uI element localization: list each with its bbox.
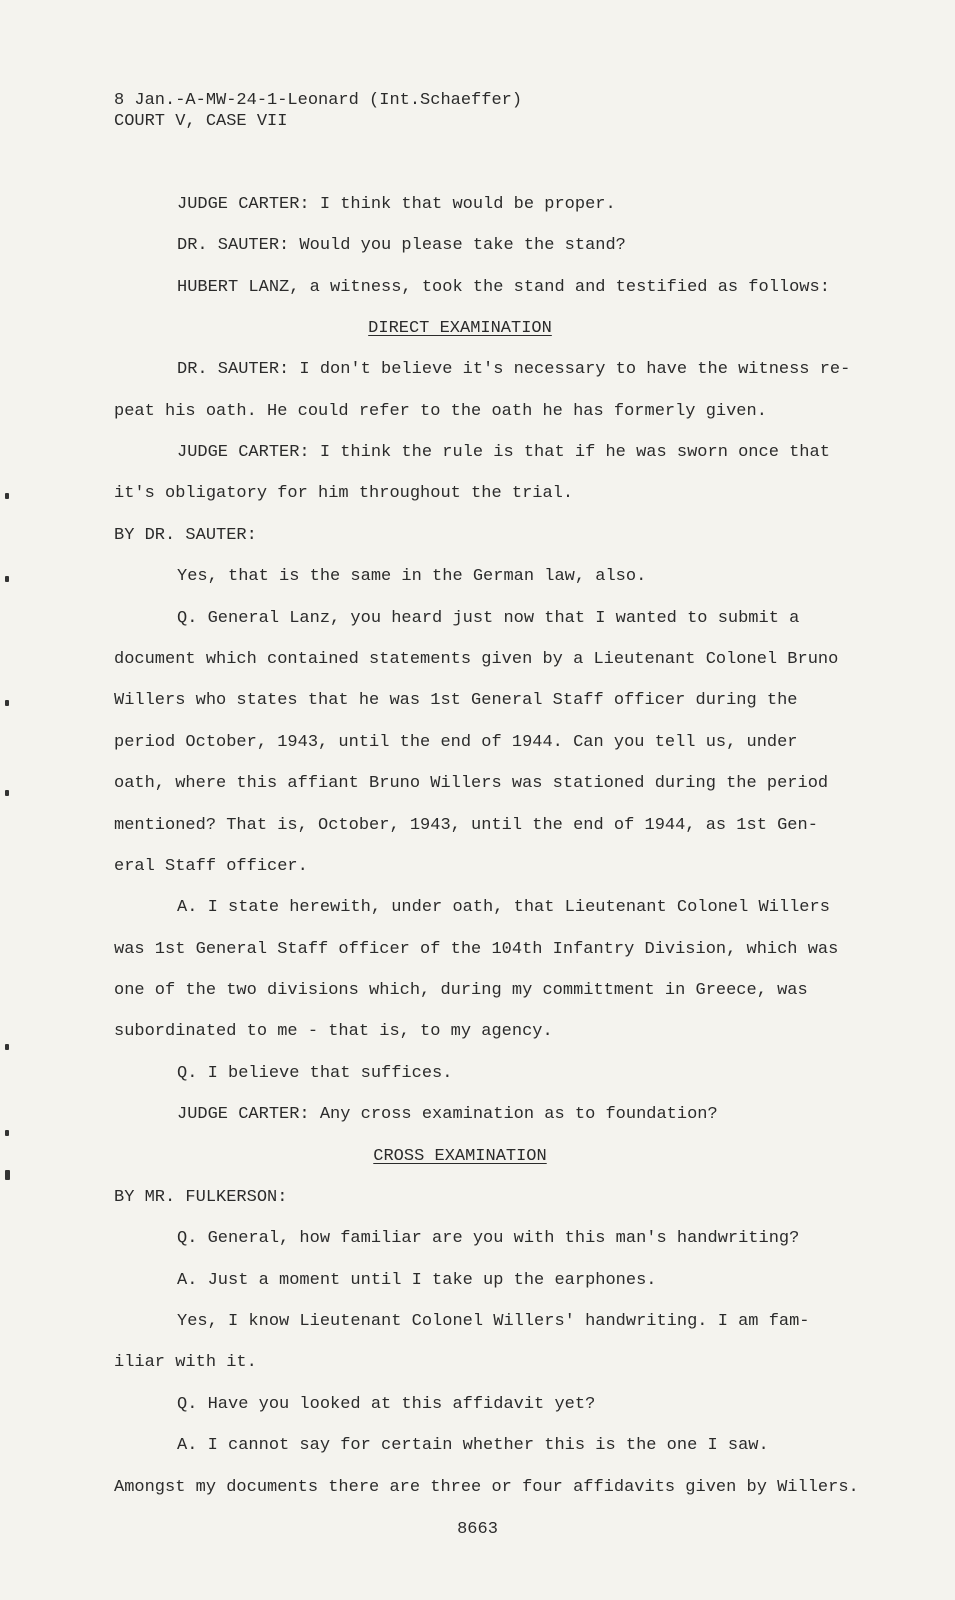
transcript-line: JUDGE CARTER: Any cross examination as to foundation? xyxy=(177,1105,718,1124)
transcript-line: Yes, that is the same in the German law, also. xyxy=(177,567,647,586)
transcript-line: DR. SAUTER: Would you please take the stand? xyxy=(177,236,626,255)
transcript-line: DR. SAUTER: I don't believe it's necessary to have the witness re- xyxy=(177,360,851,379)
header-line-1: 8 Jan.-A-MW-24-1-Leonard (Int.Schaeffer) xyxy=(114,91,523,110)
speaker-heading: BY MR. FULKERSON: xyxy=(114,1188,288,1207)
transcript-line: it's obligatory for him throughout the trial. xyxy=(114,484,574,503)
transcript-line: document which contained statements given by a Lieutenant Colonel Bruno xyxy=(114,650,839,669)
binding-mark xyxy=(5,493,9,499)
transcript-line: A. I state herewith, under oath, that Lieutenant Colonel Willers xyxy=(177,898,830,917)
transcript-line: JUDGE CARTER: I think the rule is that if he was sworn once that xyxy=(177,443,830,462)
transcript-line: Q. I believe that suffices. xyxy=(177,1064,453,1083)
transcript-line: was 1st General Staff officer of the 104th Infantry Division, which was xyxy=(114,940,839,959)
transcript-line: Q. General Lanz, you heard just now that I wanted to submit a xyxy=(177,609,800,628)
transcript-line: Willers who states that he was 1st General Staff officer during the xyxy=(114,691,798,710)
transcript-line: period October, 1943, until the end of 1944. Can you tell us, under xyxy=(114,733,798,752)
header-line-2: COURT V, CASE VII xyxy=(114,112,288,131)
transcript-line: peat his oath. He could refer to the oath he has formerly given. xyxy=(114,402,767,421)
transcript-line: subordinated to me - that is, to my agency. xyxy=(114,1022,553,1041)
transcript-line: oath, where this affiant Bruno Willers was stationed during the period xyxy=(114,774,829,793)
transcript-line: A. I cannot say for certain whether this is the one I saw. xyxy=(177,1436,769,1455)
transcript-line: A. Just a moment until I take up the earphones. xyxy=(177,1271,657,1290)
transcript-line: Q. General, how familiar are you with this man's handwriting? xyxy=(177,1229,800,1248)
binding-mark xyxy=(5,576,9,582)
speaker-heading: BY DR. SAUTER: xyxy=(114,526,257,545)
transcript-line: JUDGE CARTER: I think that would be proper. xyxy=(177,195,616,214)
binding-mark xyxy=(5,1170,10,1180)
section-heading-direct-examination: DIRECT EXAMINATION xyxy=(368,319,552,338)
transcript-line: HUBERT LANZ, a witness, took the stand and testified as follows: xyxy=(177,278,830,297)
transcript-line: mentioned? That is, October, 1943, until the end of 1944, as 1st Gen- xyxy=(114,816,818,835)
binding-mark xyxy=(5,700,9,706)
transcript-line: Yes, I know Lieutenant Colonel Willers' handwriting. I am fam- xyxy=(177,1312,810,1331)
binding-mark xyxy=(5,790,9,796)
binding-mark xyxy=(5,1044,9,1050)
page-number: 8663 xyxy=(457,1520,498,1539)
transcript-line: one of the two divisions which, during my committment in Greece, was xyxy=(114,981,808,1000)
transcript-line: eral Staff officer. xyxy=(114,857,308,876)
transcript-line: Amongst my documents there are three or four affidavits given by Willers. xyxy=(114,1478,859,1497)
transcript-line: Q. Have you looked at this affidavit yet? xyxy=(177,1395,596,1414)
transcript-line: iliar with it. xyxy=(114,1353,257,1372)
section-heading-cross-examination: CROSS EXAMINATION xyxy=(373,1147,547,1166)
binding-mark xyxy=(5,1130,9,1136)
